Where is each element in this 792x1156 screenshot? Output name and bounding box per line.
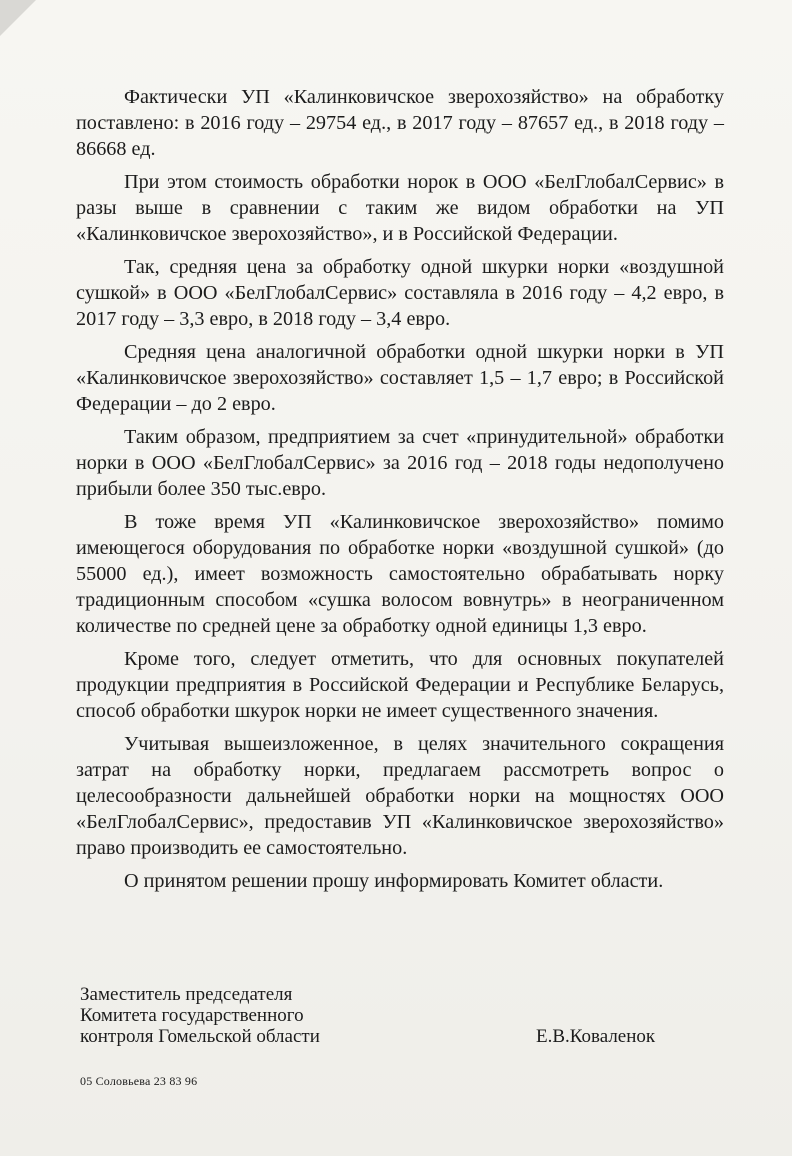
signatory-title-line-2: Комитета государственного <box>80 1005 304 1026</box>
paragraph-2: При этом стоимость обработки норок в ООО «БелГлобалСервис» в разы выше в сравнении с таким же видом обработки на УП «Калинковичское зверохозяйство», и в Российской Федерации. <box>76 171 724 245</box>
paragraph-3: Так, средняя цена за обработку одной шкурки норки «воздушной сушкой» в ООО «БелГлобалСервис» составляла в 2016 году – 4,2 евро, в 2017 году – 3,3 евро, в 2018 году – 3,4 евро. <box>76 256 724 330</box>
executor-note: 05 Соловьева 23 83 96 <box>80 1074 198 1088</box>
signatory-title-line-1: Заместитель председателя <box>80 984 293 1005</box>
paragraph-7: Кроме того, следует отметить, что для основных покупателей продукции предприятия в Российской Федерации и Республике Беларусь, способ обработки шкурок норки не имеет существенного значения. <box>76 648 724 722</box>
signatory-name: Е.В.Коваленок <box>536 1026 656 1047</box>
letter-body <box>76 84 724 901</box>
folded-corner <box>0 0 36 36</box>
paragraph-1: Фактически УП «Калинковичское зверохозяйство» на обработку поставлено: в 2016 году – 29754 ед., в 2017 году – 87657 ед., в 2018 году – 86668 ед. <box>76 86 724 160</box>
paragraph-5: Таким образом, предприятием за счет «принудительной» обработки норки в ООО «БелГлобалСервис» за 2016 год – 2018 годы недополучено прибыли более 350 тыс.евро. <box>76 426 724 500</box>
signatory-title-line-3: контроля Гомельской области <box>80 1026 320 1047</box>
signature-block <box>80 984 740 1047</box>
paragraph-8: Учитывая вышеизложенное, в целях значительного сокращения затрат на обработку норки, предлагаем рассмотреть вопрос о целесообразности дальнейшей обработки норки на мощностях ООО «БелГлобалСервис», предоставив УП «Калинковичское зверохозяйство» право производить ее самостоятельно. <box>76 733 724 859</box>
paragraph-9: О принятом решении прошу информировать Комитет области. <box>124 870 664 892</box>
paragraph-4: Средняя цена аналогичной обработки одной шкурки норки в УП «Калинковичское зверохозяйство» составляет 1,5 – 1,7 евро; в Российской Федерации – до 2 евро. <box>76 341 724 415</box>
paragraph-6: В тоже время УП «Калинковичское зверохозяйство» помимо имеющегося оборудования по обработке норки «воздушной сушкой» (до 55000 ед.), имеет возможность самостоятельно обрабатывать норку традиционным способом «сушка волосом вовнутрь» в неограниченном количестве по средней цене за обработку одной единицы 1,3 евро. <box>76 511 724 637</box>
